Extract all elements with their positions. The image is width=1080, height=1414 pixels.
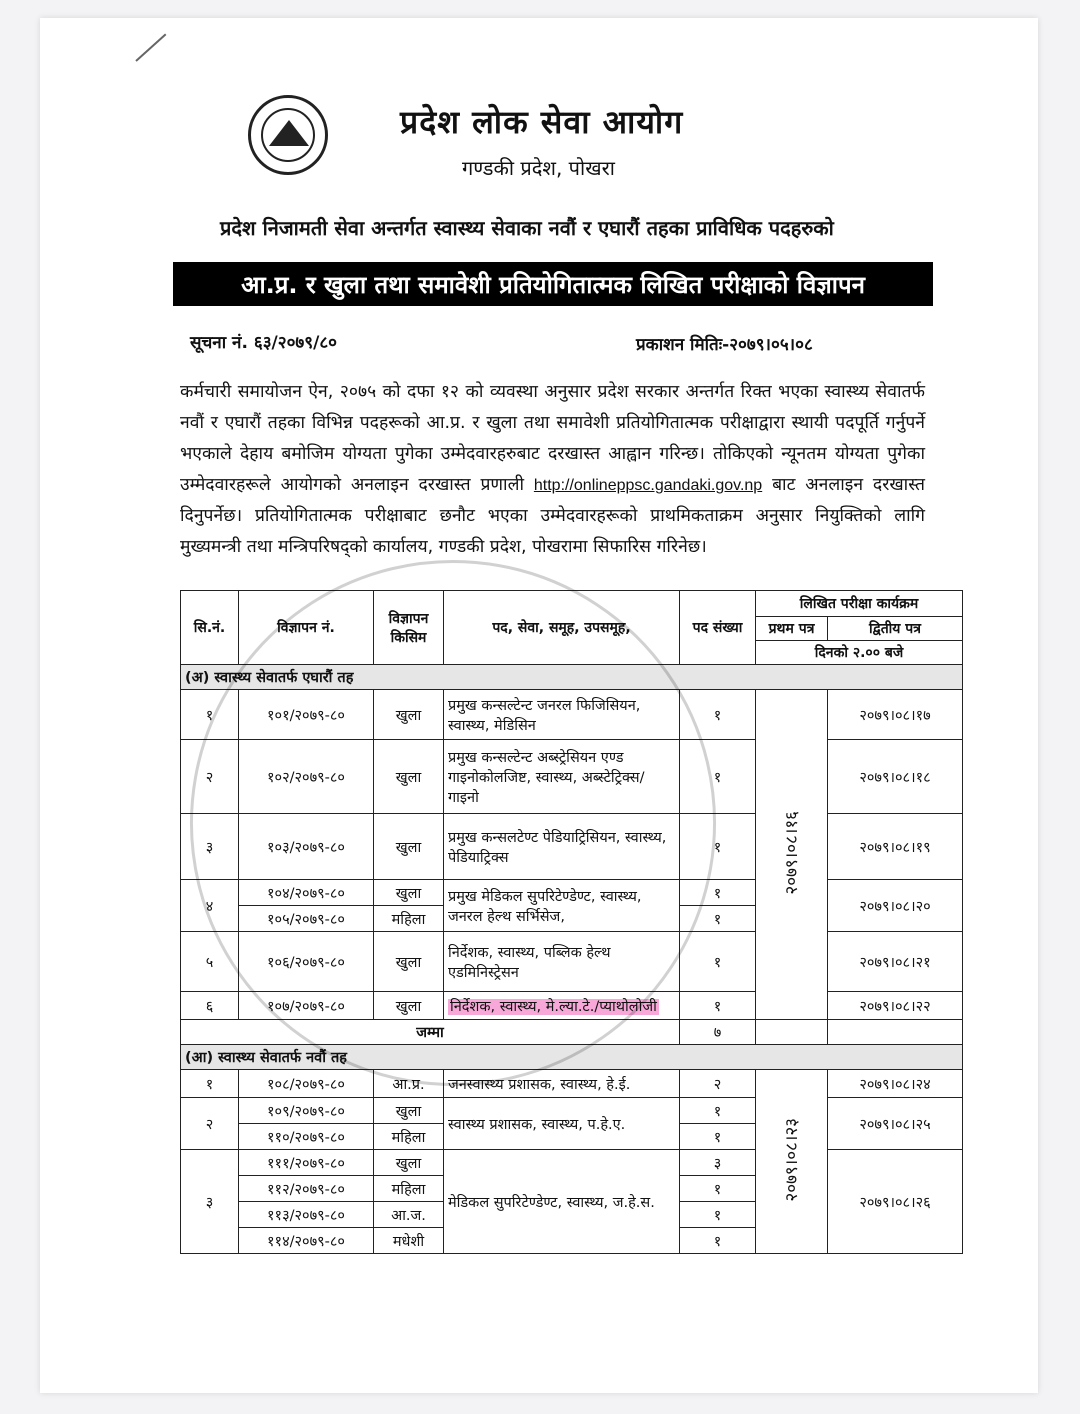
header-time: दिनको २.०० बजे — [756, 641, 963, 665]
cell-type: महिला — [374, 1124, 444, 1150]
cell-count: १ — [680, 740, 756, 814]
cell-count: १ — [680, 880, 756, 906]
vacancy-table — [180, 590, 963, 1254]
cell-ad: ११२/२०७९-८० — [239, 1176, 374, 1202]
highlight-mark: निर्देशक, स्वास्थ्य, मे.ल्या.टे./प्याथोलोजी — [450, 998, 657, 1015]
total-empty — [828, 1020, 963, 1045]
cell-sn: २ — [181, 740, 239, 814]
cell-sn: ३ — [181, 1150, 239, 1254]
cell-count: १ — [680, 1176, 756, 1202]
cell-sn: २ — [181, 1098, 239, 1150]
cell-count: ३ — [680, 1150, 756, 1176]
cell-date2: २०७९।०८।१८ — [828, 740, 963, 814]
header-exam: लिखित परीक्षा कार्यक्रम — [756, 591, 963, 617]
paper1-date-a-text: २०७९।०८।१६ — [782, 810, 802, 895]
cell-post: मेडिकल सुपरिटेण्डेण्ट, स्वास्थ्य, ज.हे.स. — [444, 1150, 680, 1254]
cell-count: १ — [680, 906, 756, 932]
cell-count: १ — [680, 690, 756, 740]
org-location: गण्डकी प्रदेश, पोखरा — [462, 156, 615, 180]
cell-type: आ.प्र. — [374, 1070, 444, 1098]
section-a-title: (अ) स्वास्थ्य सेवातर्फ एघारौं तह — [181, 665, 963, 690]
emblem-logo — [248, 95, 328, 175]
cell-count: १ — [680, 1098, 756, 1124]
cell-type: खुला — [374, 740, 444, 814]
cell-type: खुला — [374, 814, 444, 880]
cell-sn: ४ — [181, 880, 239, 932]
cell-ad: १०८/२०७९-८० — [239, 1070, 374, 1098]
cell-post: जनस्वास्थ्य प्रशासक, स्वास्थ्य, हे.ई. — [444, 1070, 680, 1098]
header-post: पद, सेवा, समूह, उपसमूह, — [444, 591, 680, 665]
total-empty — [756, 1020, 828, 1045]
cell-ad: ११४/२०७९-८० — [239, 1228, 374, 1254]
notice-paragraph — [180, 377, 925, 563]
cell-type: महिला — [374, 1176, 444, 1202]
cell-sn: ५ — [181, 932, 239, 992]
cell-type: खुला — [374, 690, 444, 740]
cell-type: आ.ज. — [374, 1202, 444, 1228]
cell-ad: ११०/२०७९-८० — [239, 1124, 374, 1150]
cell-type: मधेशी — [374, 1228, 444, 1254]
cell-date2: २०७९।०८।२२ — [828, 992, 963, 1020]
cell-date2: २०७९।०८।२६ — [828, 1150, 963, 1254]
cell-date2: २०७९।०८।२१ — [828, 932, 963, 992]
cell-count: १ — [680, 932, 756, 992]
cell-post: प्रमुख मेडिकल सुपरिटेण्डेण्ट, स्वास्थ्य, जनरल हेल्थ सर्भिसेज, — [444, 880, 680, 932]
cell-type: खुला — [374, 880, 444, 906]
notice-banner: आ.प्र. र खुला तथा समावेशी प्रतियोगितात्मक लिखित परीक्षाको विज्ञापन — [173, 262, 933, 306]
fold-mark — [135, 33, 166, 61]
application-link[interactable]: http://onlineppsc.gandaki.gov.np — [533, 477, 763, 494]
notice-number: सूचना नं. ६३/२०७९/८० — [190, 333, 337, 353]
header-ad-no: विज्ञापन नं. — [239, 591, 374, 665]
publish-date: प्रकाशन मितिः-२०७९।०५।०८ — [636, 335, 813, 355]
cell-sn: ३ — [181, 814, 239, 880]
cell-count: १ — [680, 814, 756, 880]
cell-count: १ — [680, 992, 756, 1020]
paper1-date-b-text: २०७९।०८।२३ — [782, 1117, 802, 1202]
paper1-date-a — [756, 690, 828, 1020]
cell-count: १ — [680, 1202, 756, 1228]
header-count: पद संख्या — [680, 591, 756, 665]
cell-ad: १०२/२०७९-८० — [239, 740, 374, 814]
cell-ad: १०३/२०७९-८० — [239, 814, 374, 880]
cell-post: निर्देशक, स्वास्थ्य, पब्लिक हेल्थ एडमिनिस्ट्रेसन — [444, 932, 680, 992]
emblem-mountain-icon — [269, 120, 309, 146]
cell-post: प्रमुख कन्सल्टेन्ट जनरल फिजिसियन, स्वास्थ्य, मेडिसिन — [444, 690, 680, 740]
cell-sn: ६ — [181, 992, 239, 1020]
cell-count: १ — [680, 1228, 756, 1254]
total-value: ७ — [680, 1020, 756, 1045]
cell-date2: २०७९।०८।१७ — [828, 690, 963, 740]
cell-ad: १०७/२०७९-८० — [239, 992, 374, 1020]
cell-ad: १०९/२०७९-८० — [239, 1098, 374, 1124]
section-b-title: (आ) स्वास्थ्य सेवातर्फ नवौं तह — [181, 1045, 963, 1070]
cell-type: महिला — [374, 906, 444, 932]
cell-post: प्रमुख कन्सल्टेन्ट अब्स्ट्रेसियन एण्ड गाइनोकोलजिष्ट, स्वास्थ्य, अब्स्टेट्रिक्स/गाइनो — [444, 740, 680, 814]
cell-date2: २०७९।०८।१९ — [828, 814, 963, 880]
cell-ad: १०१/२०७९-८० — [239, 690, 374, 740]
cell-ad: १०४/२०७९-८० — [239, 880, 374, 906]
paragraph-part1: कर्मचारी समायोजन ऐन, २०७५ को दफा १२ को व्यवस्था अनुसार प्रदेश सरकार अन्तर्गत रिक्त भएका स्वास्थ्य सेवातर्फ नवौं र एघारौं तहका विभिन्न पदहरूको आ.प्र. र खुला तथा समावेशी प्रतियोगितात्मक परीक्षाद्वारा स्थायी पदपूर्ति गर्नुपर्ने भएकाले देहाय बमोजिम योग्यता पुगेका उम्मेदवारहरुबाट दरखास्त आह्वान गरिन्छ। तोकिएको न्यूनतम योग्यता पुगेका उम्मेदवारहरूले आयोगको अनलाइन दरखास्त प्रणाली — [180, 382, 925, 495]
cell-post: स्वास्थ्य प्रशासक, स्वास्थ्य, प.हे.ए. — [444, 1098, 680, 1150]
cell-type: खुला — [374, 932, 444, 992]
cell-post: प्रमुख कन्सलटेण्ट पेडियाट्रिसियन, स्वास्थ्य, पेडियाट्रिक्स — [444, 814, 680, 880]
cell-sn: १ — [181, 1070, 239, 1098]
cell-type: खुला — [374, 992, 444, 1020]
header-sn: सि.नं. — [181, 591, 239, 665]
cell-date2: २०७९।०८।२० — [828, 880, 963, 932]
header-paper2: द्वितीय पत्र — [828, 617, 963, 641]
cell-date2: २०७९।०८।२५ — [828, 1098, 963, 1150]
cell-type: खुला — [374, 1150, 444, 1176]
cell-ad: ११३/२०७९-८० — [239, 1202, 374, 1228]
paragraph-part2: बाट अनलाइन दरखास्त दिनुपर्नेछ। प्रतियोगितात्मक परीक्षाबाट छनौट भएका उम्मेदवारहरूको प्राथमिकताक्रम अनुसार नियुक्तिको लागि मुख्यमन्त्री तथा मन्त्रिपरिषद्को कार्यालय, गण्डकी प्रदेश, पोखरामा सिफारिस गरिनेछ। — [180, 475, 925, 557]
total-label: जम्मा — [181, 1020, 680, 1045]
header-paper1: प्रथम पत्र — [756, 617, 828, 641]
cell-count: २ — [680, 1070, 756, 1098]
cell-ad: १०६/२०७९-८० — [239, 932, 374, 992]
header-ad-type: विज्ञापन किसिम — [374, 591, 444, 665]
paper1-date-b — [756, 1070, 828, 1254]
cell-date2: २०७९।०८।२४ — [828, 1070, 963, 1098]
cell-post-highlighted — [444, 992, 680, 1020]
cell-ad: १११/२०७९-८० — [239, 1150, 374, 1176]
notice-heading: प्रदेश निजामती सेवा अन्तर्गत स्वास्थ्य सेवाका नवौं र एघारौं तहका प्राविधिक पदहरुको — [220, 216, 834, 240]
org-title: प्रदेश लोक सेवा आयोग — [400, 103, 684, 141]
cell-ad: १०५/२०७९-८० — [239, 906, 374, 932]
cell-count: १ — [680, 1124, 756, 1150]
cell-type: खुला — [374, 1098, 444, 1124]
cell-sn: १ — [181, 690, 239, 740]
